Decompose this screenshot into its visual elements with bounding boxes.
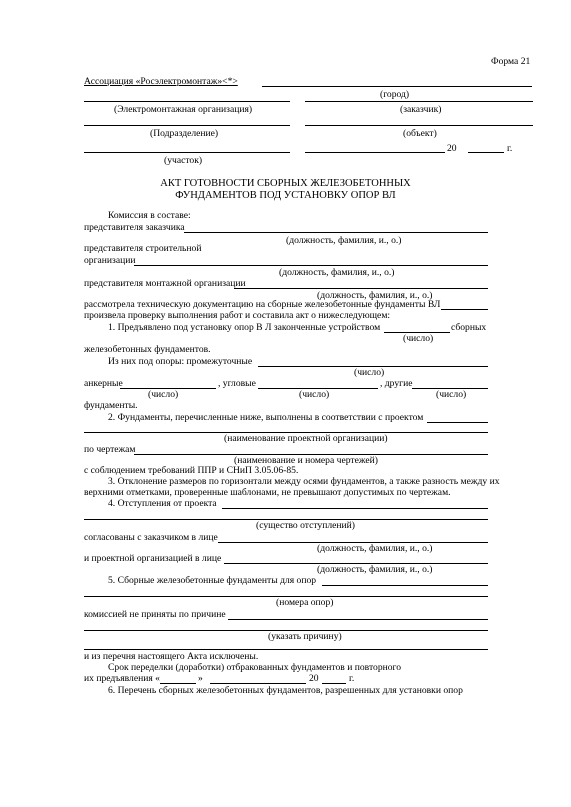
rep-customer-caption: (должность, фамилия, и., о.) bbox=[286, 235, 402, 246]
agreed-customer-caption: (должность, фамилия, и., о.) bbox=[317, 543, 433, 554]
item4-label: 4. Отступления от проекта bbox=[108, 498, 217, 509]
organization-caption: (Электромонтажная организация) bbox=[114, 104, 253, 115]
year-line[interactable] bbox=[468, 152, 504, 153]
document-title-line1: АКТ ГОТОВНОСТИ СБОРНЫХ ЖЕЛЕЗОБЕТОННЫХ bbox=[160, 178, 411, 189]
rework-year-suffix: г. bbox=[349, 673, 355, 684]
site-caption: (участок) bbox=[164, 155, 203, 166]
item1-count-caption: (число) bbox=[403, 333, 434, 344]
design-org-caption: (наименование проектной организации) bbox=[224, 433, 388, 444]
corner-label: , угловые bbox=[218, 378, 256, 389]
year-suffix: г. bbox=[507, 143, 513, 154]
rep-building-label2: организации bbox=[84, 255, 136, 266]
object-line[interactable] bbox=[305, 125, 533, 126]
agreed-design-caption: (должность, фамилия, и., о.) bbox=[317, 564, 433, 575]
not-accepted-label: комиссией не приняты по причине bbox=[84, 609, 226, 620]
site-line[interactable] bbox=[84, 152, 290, 153]
drawings-caption: (наименование и номера чертежей) bbox=[234, 455, 378, 466]
anchor-label: анкерные bbox=[84, 378, 123, 389]
reason-line3[interactable] bbox=[84, 649, 488, 650]
object-caption: (объект) bbox=[403, 128, 437, 139]
reason-line1[interactable] bbox=[228, 619, 488, 620]
rework-quote-close: » bbox=[198, 673, 203, 684]
agreed-customer-label: согласованы с заказчиком в лице bbox=[84, 532, 218, 543]
item5-label: 5. Сборные железобетонные фундаменты для опор bbox=[108, 575, 317, 586]
rep-mounting-caption: (должность, фамилия, и., о.) bbox=[317, 290, 433, 301]
rep-customer-line[interactable] bbox=[184, 232, 488, 233]
item1-text: 1. Предъявлено под установку опор В Л законченные устройством bbox=[108, 322, 381, 333]
project-line-end[interactable] bbox=[427, 422, 488, 423]
commission-label: Комиссия в составе: bbox=[108, 210, 191, 221]
subdivision-line[interactable] bbox=[84, 125, 290, 126]
customer-line[interactable] bbox=[305, 101, 533, 102]
city-line[interactable] bbox=[262, 86, 532, 87]
excluded-text: и из перечня настоящего Акта исключены. bbox=[84, 651, 259, 662]
rep-building-caption: (должность, фамилия, и., о.) bbox=[279, 267, 395, 278]
customer-caption: (заказчик) bbox=[400, 104, 442, 115]
poles-line1[interactable] bbox=[322, 585, 488, 586]
item6-text: 6. Перечень сборных железобетонных фундаментов, разрешенных для установки опор bbox=[108, 685, 463, 696]
inspected-text: произвела проверку выполнения работ и составила акт о нижеследующем: bbox=[84, 310, 391, 321]
form-number: Форма 21 bbox=[491, 56, 531, 67]
rep-customer-label: представителя заказчика bbox=[84, 222, 185, 233]
item1-suffix: сборных bbox=[451, 322, 487, 333]
rep-mounting-line[interactable] bbox=[234, 288, 488, 289]
year-prefix: 20 bbox=[447, 143, 457, 154]
reason-caption: (указать причину) bbox=[268, 631, 342, 642]
association-label: Ассоциация «Росэлектромонтаж»<*> bbox=[84, 76, 238, 87]
per-drawings-label: по чертежам bbox=[84, 444, 136, 455]
rework-day-line[interactable] bbox=[160, 683, 196, 684]
other-label: , другие bbox=[380, 378, 413, 389]
deviation-line1[interactable] bbox=[222, 508, 488, 509]
rep-mounting-label: представителя монтажной организации bbox=[84, 278, 246, 289]
foundations-text: фундаменты. bbox=[84, 400, 138, 411]
intermediate-caption: (число) bbox=[354, 367, 385, 378]
date-line[interactable] bbox=[305, 152, 445, 153]
rep-building-line[interactable] bbox=[134, 265, 488, 266]
rework-prefix: их предъявления « bbox=[84, 673, 160, 684]
document-title-line2: ФУНДАМЕНТОВ ПОД УСТАНОВКУ ОПОР ВЛ bbox=[175, 190, 396, 201]
reviewed-text: рассмотрела техническую документацию на сборные железобетонные фундаменты ВЛ bbox=[84, 299, 441, 310]
item3-line2: верхними отметками, проверенные шаблонами, не превышают допустимых по чертежам. bbox=[84, 487, 451, 498]
corner-caption: (число) bbox=[299, 389, 330, 400]
city-caption: (город) bbox=[380, 89, 410, 100]
agreed-design-label: и проектной организацией в лице bbox=[84, 553, 222, 564]
item2-text: 2. Фундаменты, перечисленные ниже, выполнены в соответствии с проектом bbox=[108, 412, 424, 423]
anchor-caption: (число) bbox=[148, 389, 179, 400]
item3-line1: 3. Отклонение размеров по горизонтали между осями фундаментов, а также разность между их bbox=[108, 476, 500, 487]
deviation-caption: (существо отступлений) bbox=[256, 520, 355, 531]
rework-year-prefix: 20 bbox=[309, 673, 319, 684]
vl-line[interactable] bbox=[441, 309, 488, 310]
rework-month-line[interactable] bbox=[210, 683, 306, 684]
rework-year-line[interactable] bbox=[322, 683, 346, 684]
organization-line[interactable] bbox=[84, 101, 290, 102]
rework-line1: Срок переделки (доработки) отбракованных фундаментов и повторного bbox=[108, 662, 402, 673]
subdivision-caption: (Подразделение) bbox=[150, 128, 219, 139]
item1-continuation: железобетонных фундаментов. bbox=[84, 344, 211, 355]
snip-text: с соблюдением требований ППР и СНиП 3.05.06-85. bbox=[84, 465, 299, 476]
poles-caption: (номера опор) bbox=[276, 597, 334, 608]
other-caption: (число) bbox=[436, 389, 467, 400]
of-which-label: Из них под опоры: промежуточные bbox=[108, 356, 253, 367]
rep-building-label1: представителя строительной bbox=[84, 243, 202, 254]
